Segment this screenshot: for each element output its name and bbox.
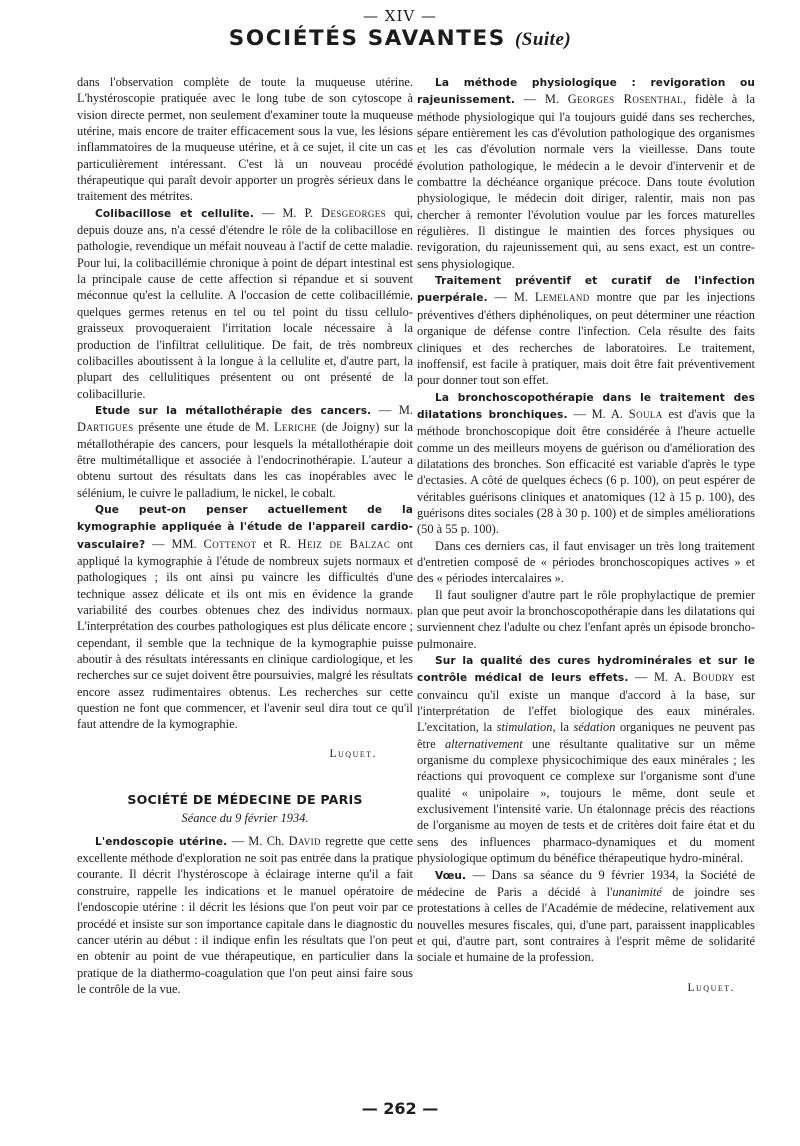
author-name: Desgeorges xyxy=(321,205,387,220)
article-heading: Etude sur la métallothérapie des cancers. xyxy=(95,404,372,417)
author-name: Georges Rosenthal xyxy=(567,92,684,107)
author-name: Lemeland xyxy=(534,290,590,305)
article-methode-physiologique: La méthode physiologique : revigoration ou rajeunissement. — M. Georges Rosenthal, fidèle à la méthode physiologique qui l'a toujours guidé dans ses recherches, sépare entièrement les cas d'évolution pathologique des organismes et les cas d'évolution normale vers la vieillesse. Dans toute évolution pathologique, le médecin a le devoir d'intervenir et de combattre la déchéance organique précoce. Dans toute évolution physiologique, le médecin doit diriger, ralentir, mais non pas chercher à remonter l'évolution voulue par les forces maturelles régulières. Il distingue le maintien des forces physiques ou revigoration, du rajeunissement qui, au sens exact, est un contre-sens physiologique. xyxy=(417,77,755,271)
signature: Luquet. xyxy=(329,747,377,760)
article-voeu: Vœu. — Dans sa séance du 9 février 1934, la Société de médecine de Paris a décidé à l'unanimité de joindre ses protestations à celles de l'Académie de médecine, relativement aux nouvelles mesures fiscales, qui, d'une part, paraissent inapplicables et qui, d'autre part, sont contraires à l'esprit même de solidarité sociale et humaine de la profession. xyxy=(417,867,755,965)
title-suite: (Suite) xyxy=(514,29,572,50)
page-number: — 262 — xyxy=(361,1099,439,1118)
article-heading: Traitement préventif et curatif de l'infection puerpérale. xyxy=(417,275,755,305)
article-metallotherapie: Etude sur la métallothérapie des cancers. — M. Dartigues présente une étude de M. Leriche (de Joigny) sur la métallothérapie des cancers, pour lesquels la métallothérapie doit être multimétallique et associée à l'endocrinothérapie. L'auteur a obtenu surtout des résultats dans les cas inopérables avec le sélénium, le cuivre le palladium, le nickel, le cobalt. xyxy=(77,402,414,500)
section-subheading: Séance du 9 février 1934. xyxy=(181,811,309,826)
article-body: une résultante qualitative sur un même organisme du complexe physicochimique des eaux minérales ; les réactions qui provoquent ce complexe sur l'organisme sont d'une qualité « unipolaire », toujours le même, dont seule et exclusivement l'intensité varie. Un étalonnage précis des réactions de l'organisme au moyen de tests et de critères doit faire état et du sens des influences pharmaco-dynamiques et du moment physiologique optimum du bénéfice thérapeutique hydro-minéral. xyxy=(417,736,756,866)
article-heading: Que peut-on penser actuellement de la kymographie appliquée à l'étude de l'appareil cardio-vasculaire? xyxy=(77,503,413,551)
article-infection-puerperale: Traitement préventif et curatif de l'infection puerpérale. — M. Lemeland montre que par les injections préventives d'éthers diphénoliques, on peut déterminer une réaction organique de défense contre l'infection. Cela résulte des faits cliniques et des recherches de laboratoires. Le traitement, inoffensif, est facile à pratiquer, mais doit être fait préventivement pour donner tout son effet. xyxy=(417,275,755,388)
article-heading: L'endoscopie utérine. xyxy=(95,835,228,848)
right-column xyxy=(417,74,755,996)
article-cures-hydrominerales: Sur la qualité des cures hydrominérales et sur le contrôle médical de leurs effets. — M. A. Boudry est convaincu qu'il existe un manque d'accord à la base, sur l'interprétation de l'effet biologique des eaux minérales. L'excitation, la stimulation, la sédation organiques ne peuvent pas être alternativement une résultante qualitative sur un même organisme du complexe physicochimique des eaux minérales ; les réactions qui provoquent ce complexe sur l'organisme sont d'une qualité « unipolaire », toujours le même, dont seule et exclusivement l'intensité varie. Un étalonnage précis des réactions de l'organisme au moyen de tests et de critères doit faire état et du sens des influences pharmaco-dynamiques et du moment physiologique optimum du bénéfice thérapeutique hydro-minéral. xyxy=(417,655,756,866)
article-body: (de Joigny) sur la métallothérapie des cancers, pour lesquels la métallothérapie doit être multimétallique et associée à l'endocrinothérapie. L'auteur a obtenu surtout des résultats dans les cas inopérables avec le sélénium, le cuivre le palladium, le nickel, le cobalt. xyxy=(77,420,413,500)
author-name: Heiz de Balzac xyxy=(297,536,391,551)
author-name: Boudry xyxy=(692,670,735,685)
article-body: de joindre ses protestations à celles de l'Académie de médecine, relativement aux nouvelles mesures fiscales, qui, d'une part, paraissent inapplicables et qui, d'autre part, sont contraires à l'esprit même de solidarité sociale et humaine de la profession. xyxy=(417,884,755,965)
article-heading: Colibacillose et cellulite. xyxy=(95,207,254,220)
running-header xyxy=(0,6,800,53)
article-heading: La bronchoscopothérapie dans le traitement des dilatations bronchiques. xyxy=(417,391,755,421)
article-colibacillose: Colibacillose et cellulite. — M. P. Desgeorges qui, depuis douze ans, n'a cessé d'étendre le rôle de la colibacillose en pathologie, revendique un méfait nouveau à l'actif de cette maladie. Pour lui, la colibacillémie chronique à point de départ intestinal est la principale cause de cette affection si répandue et si souvent méconnue qu'est la cellulite. A l'occasion de cette colibacillémie, quelques germes retenus en tel ou tel point du tissu cellulo-graisseux provoqueraient l'irritation locale nécessaire à la production de l'infiltrat cellulitique. De fait, de très nombreux colibacilles aboutissent à la longue à la cellulite et, d'autre part, la plupart des cellulitiques présentent ou ont présenté de la colibacillurie. xyxy=(77,205,414,401)
article-body: qui, depuis douze ans, n'a cessé d'étendre le rôle de la colibacillose en pathologie, revendique un méfait nouveau à l'actif de cette maladie. Pour lui, la colibacillémie chronique à point de départ intestinal est la principale cause de cette affection si répandue et si souvent méconnue qu'est la cellulite. A l'occasion de cette colibacillémie, quelques germes retenus en tel ou tel point du tissu cellulo-graisseux provoqueraient l'irritation locale nécessaire à la production de l'infiltrat cellulitique. De fait, de très nombreux colibacilles aboutissent à la longue à la cellulite et, d'autre part, la plupart des cellulitiques présentent ou ont présenté de la colibacillurie. xyxy=(77,205,414,401)
continued-paragraph: dans l'observation complète de toute la muqueuse utérine. L'hystéroscopie pratiquée avec le long tube de son cytoscope à vision directe permet, non seulement d'examiner toute la muqueuse utérine, mais encore de traiter efficacement sous la vue, les lésions inflammatoires de la muqueuse utérine, et à ce sujet, il cite un cas particulièrement intéressant. C'est là un nouveau procédé thérapeutique qui paraît devoir apporter un progrès sérieux dans le traitement des métrites. xyxy=(77,75,413,204)
article-body: regrette que cette excellente méthode d'exploration ne soit pas entrée dans la pratique courante. Il décrit l'hystéroscope à éclairage interne qu'il a fait construire, rappelle les indications et le manuel opératoire de l'endoscopie utérine : il décrit les lésions que l'on peut voir par ce procédé et insiste sur son importance capitale dans le diagnostic du cancer utérin au début : il indique enfin les résultats que l'on peut en obtenir au point de vue thérapeutique, en particulier dans la pratique de la diathermo-coagulation que l'on peut ainsi faire sous le contrôle de la vue. xyxy=(77,833,413,996)
article-bronchoscopotherapie: La bronchoscopothérapie dans le traitement des dilatations bronchiques. — M. A. Soula est d'avis que la méthode bronchoscopique doit être considérée à l'heure actuelle comme un des meilleurs moyens de guérison ou d'amélioration des dilatations des bronches. Son efficacité est variable d'après le type d'ectasies. A côté de quelques échecs (6 p. 100), on peut espérer de véritables guérisons cliniques et anatomiques (12 à 15 p. 100), des guérisons dites sociales (28 à 30 p. 100) et de simples améliorations (50 à 55 p. 100). xyxy=(417,391,755,537)
author-name: Leriche xyxy=(273,420,317,435)
left-column xyxy=(77,74,413,997)
roman-page-number: — XIV — xyxy=(363,7,437,25)
article-paragraph: Dans ces derniers cas, il faut envisager un très long traitement d'entretien composé de « périodes bronchoscopiques actives » et des « périodes intercalaires ». xyxy=(417,538,755,586)
article-body: , fidèle à la méthode physiologique qui l'a toujours guidé dans ses recherches, sépare entièrement les cas d'évolution pathologique des organismes et les cas d'évolution normale vers la vieillesse. Dans toute évolution pathologique, le médecin a le devoir d'intervenir et de combattre la déchéance organique précoce. Dans toute évolution physiologique, le médecin doit diriger, ralentir, mais non pas chercher à remonter l'évolution voulue par les forces maturelles régulières. Il distingue le maintien des forces physiques ou revigoration, du rajeunissement qui, au sens exact, est un contre-sens physiologique. xyxy=(417,92,755,271)
article-body: montre que par les injections préventives d'éthers diphénoliques, on peut déterminer une réaction organique de défense contre l'infection. Cela résulte des faits cliniques et des recherches de laboratoires. Le traitement, inoffensif, est facile à pratiquer, mais doit être fait préventivement pour donner tout son effet. xyxy=(417,290,755,388)
author-name: Cottenot xyxy=(203,536,257,551)
section-heading: SOCIÉTÉ DE MÉDECINE DE PARIS xyxy=(127,792,363,808)
article-heading: Sur la qualité des cures hydrominérales et sur le contrôle médical de leurs effets. xyxy=(417,655,755,685)
article-body: ont appliqué la kymographie à l'étude de nombreux sujets normaux et pathologiques ; ils ont ainsi pu vaincre les difficultés d'une technique assez délicate et ils ont mis en évidence la grande variabilité des courbes obtenues chez des individus normaux. L'interprétation des courbes pathologiques est plus délicate encore ; cependant, il semble que la technique de la kymographie puisse aboutir à des résultats intéressants en clinique cardiologique, et les recherches sur ce sujet doivent être poursuivies, malgré les résultats encore assez rudimentaires obtenus. Les recherches sur cette question ne font que commencer, et l'avenir seul dira tout ce qu'il faut attendre de la kymographie. xyxy=(77,536,413,732)
article-kymographie: Que peut-on penser actuellement de la kymographie appliquée à l'étude de l'appareil cardio-vasculaire? — MM. Cottenot et R. Heiz de Balzac ont appliqué la kymographie à l'étude de nombreux sujets normaux et pathologiques ; ils ont ainsi pu vaincre les difficultés d'une technique assez délicate et ils ont mis en évidence la grande variabilité des courbes obtenues chez des individus normaux. L'interprétation des courbes pathologiques est plus délicate encore ; cependant, il semble que la technique de la kymographie puisse aboutir à des résultats intéressants en clinique cardiologique, et les recherches sur ce sujet doivent être poursuivies, malgré les résultats encore assez rudimentaires obtenus. Les recherches sur cette question ne font que commencer, et l'avenir seul dira tout ce qu'il faut attendre de la kymographie. xyxy=(77,503,413,732)
signature: Luquet. xyxy=(687,981,735,994)
article-heading: Vœu. xyxy=(435,869,467,882)
article-endoscopie: L'endoscopie utérine. — M. Ch. David regrette que cette excellente méthode d'exploration ne soit pas entrée dans la pratique courante. Il décrit l'hystéroscope à éclairage interne qu'il a fait construire, rappelle les indications et le manuel opératoire de l'endoscopie utérine : il décrit les lésions que l'on peut voir par ce procédé et insiste sur son importance capitale dans le diagnostic du cancer utérin au début : il indique enfin les résultats que l'on peut en obtenir au point de vue thérapeutique, en particulier dans la pratique de la diathermo-coagulation que l'on peut ainsi faire sous le contrôle de la vue. xyxy=(77,833,413,996)
article-body: est d'avis que la méthode bronchoscopique doit être considérée à l'heure actuelle comme un des meilleurs moyens de guérison ou d'amélioration des dilatations des bronches. Son efficacité est variable d'après le type d'ectasies. A côté de quelques échecs (6 p. 100), on peut espérer de véritables guérisons cliniques et anatomiques (12 à 15 p. 100), des guérisons dites sociales (28 à 30 p. 100) et de simples améliorations (50 à 55 p. 100). xyxy=(417,406,755,537)
author-name: Dartigues xyxy=(77,420,134,435)
title-main: SOCIÉTÉS SAVANTES xyxy=(228,26,506,51)
page-title xyxy=(0,26,800,53)
article-heading: La méthode physiologique : revigoration ou rajeunissement. xyxy=(417,77,755,107)
author-name: David xyxy=(288,833,321,848)
article-paragraph: Il faut souligner d'autre part le rôle prophylactique de premier plan que peut avoir la bronchoscopothérapie dans les dilatations qui surviennent chez l'adulte ou chez l'enfant après un épisode broncho-pulmonaire. xyxy=(417,587,755,651)
author-name: Soula xyxy=(628,406,663,421)
